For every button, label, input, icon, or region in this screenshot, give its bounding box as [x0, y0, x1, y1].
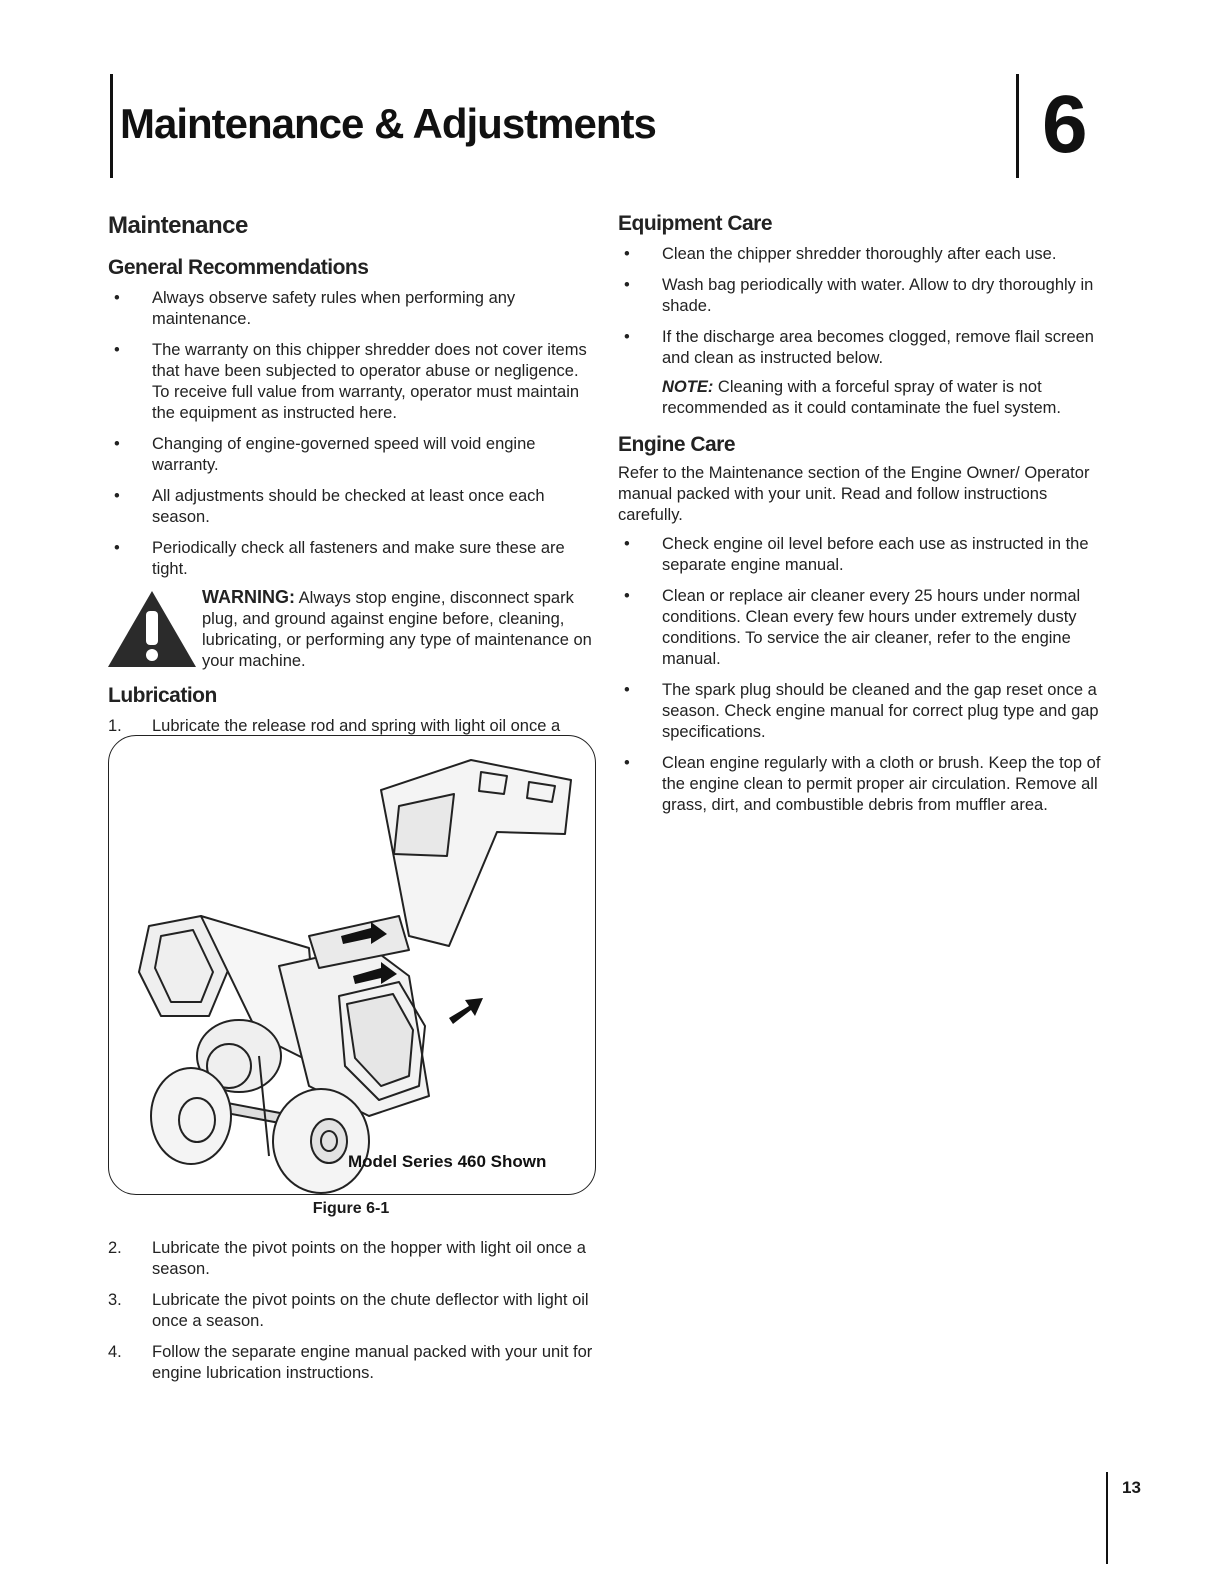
warning-triangle-icon — [106, 589, 198, 669]
left-column — [108, 212, 598, 590]
heading-equipment-care: Equipment Care — [618, 212, 773, 235]
list-item: • The warranty on this chipper shredder does not cover items that have been subjected to operator abuse or negligence. To receive full value from warranty, operator must maintain the equipment as instructed here. — [114, 341, 587, 422]
chipper-shredder-illustration — [109, 736, 595, 1194]
list-item: • Clean engine regularly with a cloth or brush. Keep the top of the engine clean to permit proper air circulation. Remove all grass, dirt, and combustible debris from muffler area. — [624, 754, 1101, 814]
list-item: • Always observe safety rules when performing any maintenance. — [114, 289, 516, 328]
list-item: • Changing of engine-governed speed will void engine warranty. — [114, 435, 536, 474]
heading-general-recommendations: General Recommendations — [108, 256, 369, 279]
equipment-care-list — [618, 244, 1108, 369]
chapter-number: 6 — [1042, 79, 1088, 170]
section-title-maintenance: Maintenance — [108, 212, 248, 239]
list-item: 1. Lubricate the release rod and spring with light oil once a — [108, 717, 561, 735]
warning-body: Always stop engine, disconnect spark plug, and ground against engine before, cleaning, lubricating, or performing any type of maintenance on your machine. — [202, 589, 592, 670]
equipment-note — [618, 377, 1108, 419]
warning-label: WARNING: — [202, 587, 295, 607]
list-item: • If the discharge area becomes clogged, remove flail screen and clean as instructed below. — [624, 328, 1094, 367]
figure-caption: Figure 6-1 — [312, 1200, 390, 1217]
heading-lubrication: Lubrication — [108, 684, 217, 707]
figure-frame — [108, 735, 596, 1195]
note-label: NOTE: — [662, 378, 714, 396]
engine-care-intro: Refer to the Maintenance section of the Engine Owner/ Operator manual packed with your unit. Read and follow instructions carefully. — [618, 464, 1090, 524]
page-number: 13 — [1122, 1478, 1141, 1497]
lubrication-steps-list — [108, 1238, 598, 1384]
page-title: Maintenance & Adjustments — [120, 100, 656, 147]
list-item: 4. Follow the separate engine manual packed with your unit for engine lubrication instructions. — [108, 1343, 593, 1382]
lubrication-steps — [108, 1238, 598, 1394]
engine-care-list — [618, 534, 1108, 816]
warning-text — [202, 587, 597, 672]
heading-engine-care: Engine Care — [618, 433, 736, 456]
title-rule — [110, 74, 113, 178]
figure-label: Model Series 460 Shown — [348, 1152, 547, 1171]
list-item: • Wash bag periodically with water. Allow to dry thoroughly in shade. — [624, 276, 1094, 315]
list-item: • Clean or replace air cleaner every 25 hours under normal conditions. Clean every few hours under extremely dusty conditions. To service the air cleaner, refer to the engine manual. — [624, 587, 1081, 668]
warning-block — [106, 587, 601, 677]
general-recommendations-list — [108, 288, 598, 580]
list-item: • Check engine oil level before each use as instructed in the separate engine manual. — [624, 535, 1089, 574]
note-text: Cleaning with a forceful spray of water is not recommended as it could contaminate the fuel system. — [662, 378, 1061, 417]
list-item: • The spark plug should be cleaned and the gap reset once a season. Check engine manual for correct plug type and gap specifications. — [624, 681, 1099, 741]
right-column — [618, 212, 1108, 826]
list-item: • Clean the chipper shredder thoroughly after each use. — [624, 245, 1057, 263]
chapter-rule — [1016, 74, 1019, 178]
list-item: 2. Lubricate the pivot points on the hopper with light oil once a season. — [108, 1239, 586, 1278]
list-item: • All adjustments should be checked at least once each season. — [114, 487, 545, 526]
page-number-rule — [1106, 1472, 1108, 1564]
list-item: 3. Lubricate the pivot points on the chute deflector with light oil once a season. — [108, 1291, 589, 1330]
list-item: • Periodically check all fasteners and make sure these are tight. — [114, 539, 565, 578]
